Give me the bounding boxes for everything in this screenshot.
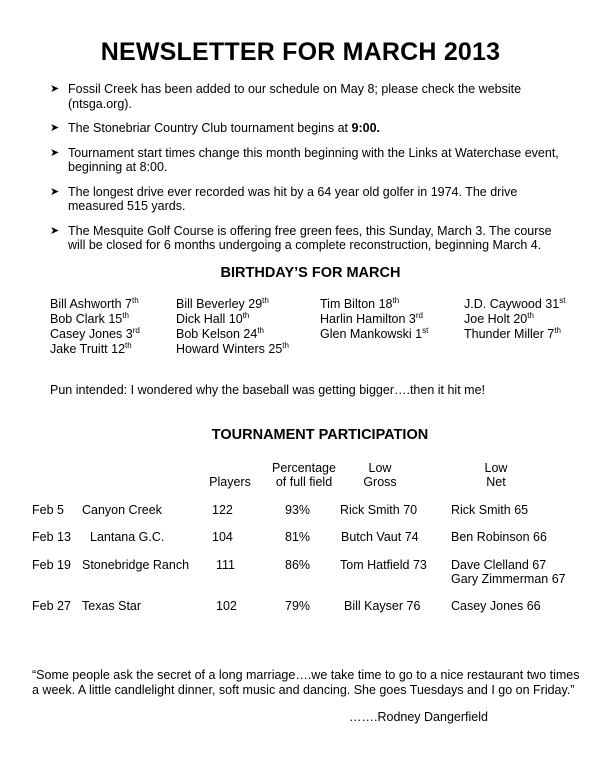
announcement-item	[50, 82, 570, 111]
column-header-percentage: Percentage	[272, 461, 336, 475]
birthday-entry: Howard Winters 25th	[176, 340, 289, 356]
announcement-item	[50, 224, 570, 253]
row-course: Canyon Creek	[82, 503, 162, 517]
birthday-entry: Jake Truitt 12th	[50, 340, 132, 356]
announcement-text: The Mesquite Golf Course is offering free green fees, this Sunday, March 3. The course will be closed for 6 months undergoing a complete reconstruction, beginning March 4.	[68, 223, 552, 252]
arrow-bullet-icon: ➤	[50, 122, 60, 134]
row-percentage: 86%	[285, 558, 311, 572]
announcement-item	[50, 121, 570, 136]
column-header-players: Players	[209, 475, 251, 489]
announcement-text: The longest drive ever recorded was hit by a 64 year old golfer in 1974. The drive measured 515 yards.	[68, 184, 518, 213]
row-players: 104	[212, 530, 233, 544]
quote-text: “Some people ask the secret of a long marriage….we take time to go to a nice restaurant two times a week. A little candlelight dinner, soft music and dancing. She goes Tuesdays and I go on Friday.”	[32, 668, 580, 697]
row-low-gross: Tom Hatfield 73	[340, 558, 427, 572]
row-low-net: Rick Smith 65	[451, 503, 529, 517]
birthday-entry: Harlin Hamilton 3rd	[320, 310, 423, 326]
announcement-item	[50, 146, 570, 175]
pun-line: Pun intended: I wondered why the baseball was getting bigger….then it hit me!	[50, 383, 485, 397]
column-header-low-gross-sub: Gross	[363, 475, 397, 489]
row-percentage: 79%	[285, 599, 311, 613]
row-course: Stonebridge Ranch	[82, 558, 190, 572]
birthday-column	[320, 297, 428, 342]
row-low-net: Ben Robinson 66	[451, 530, 547, 544]
row-low-gross: Butch Vaut 74	[341, 530, 419, 544]
row-low-gross: Rick Smith 70	[340, 503, 418, 517]
quote-attribution: …….Rodney Dangerfield	[349, 710, 488, 724]
birthday-column	[176, 297, 289, 357]
birthday-entry: Bob Clark 15th	[50, 310, 129, 326]
announcement-text: Fossil Creek has been added to our schedule on May 8; please check the website (ntsga.org).	[68, 82, 522, 111]
row-low-net: Casey Jones 66	[451, 599, 541, 613]
announcement-time: 9:00.	[351, 121, 380, 135]
row-low-net: Dave Clelland 67	[451, 558, 547, 572]
birthday-column	[464, 297, 565, 342]
row-date: Feb 19	[32, 558, 71, 572]
announcement-text: The Stonebriar Country Club tournament begins at	[68, 121, 352, 135]
arrow-bullet-icon: ➤	[50, 146, 60, 159]
announcement-text: Tournament start times change this month beginning with the Links at Waterchase event, beginning at 8:00.	[68, 145, 559, 174]
arrow-bullet-icon: ➤	[50, 224, 60, 237]
birthday-entry: J.D. Caywood 31st	[464, 295, 566, 311]
row-players: 111	[216, 558, 236, 572]
row-low-net: Gary Zimmerman 67	[451, 572, 566, 586]
birthday-entry: Thunder Miller 7th	[464, 325, 561, 341]
column-header-low-gross: Low	[368, 461, 392, 475]
column-header-percentage-sub: of full field	[275, 475, 333, 489]
row-low-gross: Bill Kayser 76	[344, 599, 421, 613]
arrow-bullet-icon: ➤	[50, 185, 60, 198]
column-header-low-net: Low	[484, 461, 508, 475]
announcement-item	[50, 185, 570, 214]
column-header-low-net-sub: Net	[486, 475, 506, 489]
row-date: Feb 13	[32, 530, 71, 544]
row-date: Feb 27	[32, 599, 71, 613]
row-players: 122	[212, 503, 233, 517]
birthday-entry: Bill Beverley 29th	[176, 295, 269, 311]
row-percentage: 93%	[285, 503, 311, 517]
row-date: Feb 5	[32, 503, 64, 517]
announcement-list	[50, 82, 570, 253]
birthday-entry: Tim Bilton 18th	[320, 295, 400, 311]
birthdays-heading: BIRTHDAY’S FOR MARCH	[220, 265, 401, 281]
tournament-heading: TOURNAMENT PARTICIPATION	[211, 427, 429, 443]
birthday-entry: Bill Ashworth 7th	[50, 295, 139, 311]
birthday-column	[50, 297, 140, 357]
row-percentage: 81%	[285, 530, 311, 544]
row-course: Texas Star	[82, 599, 142, 613]
birthday-entry: Joe Holt 20th	[464, 310, 534, 326]
row-players: 102	[216, 599, 237, 613]
birthday-entry: Dick Hall 10th	[176, 310, 250, 326]
newsletter-title: NEWSLETTER FOR MARCH 2013	[100, 38, 501, 66]
birthday-entry: Bob Kelson 24th	[176, 325, 264, 341]
birthday-entry: Casey Jones 3rd	[50, 325, 140, 341]
row-course: Lantana G.C.	[90, 530, 165, 544]
birthday-entry: Glen Mankowski 1st	[320, 325, 429, 341]
arrow-bullet-icon: ➤	[50, 83, 60, 95]
